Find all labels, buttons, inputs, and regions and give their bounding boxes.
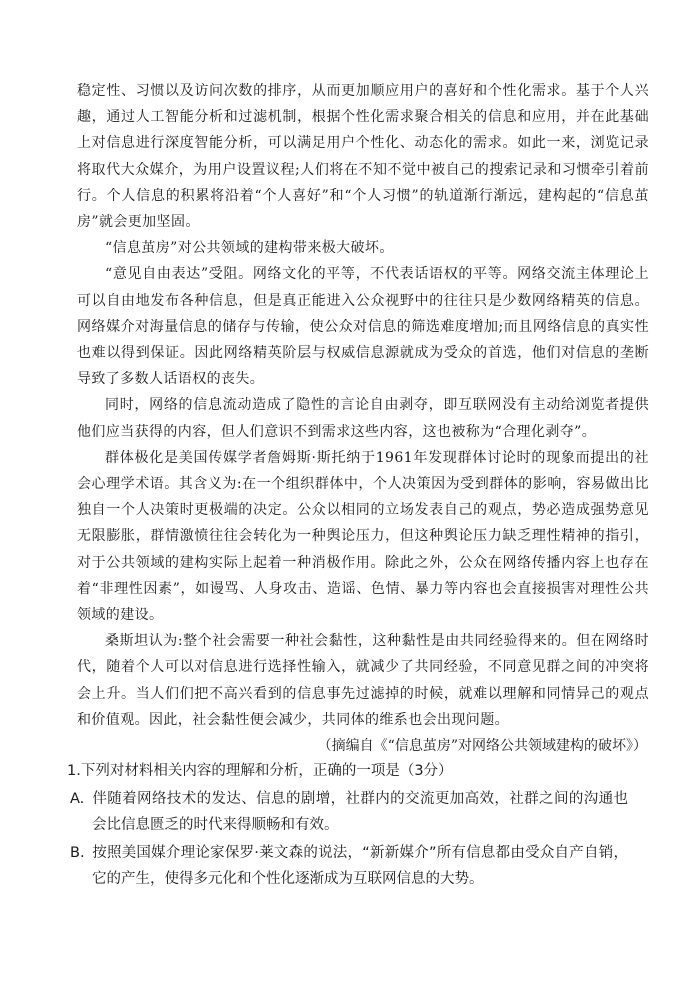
option-b-letter: B. [70, 845, 85, 862]
article-body [77, 78, 649, 759]
document-page [67, 78, 649, 892]
option-a-text: 伴随着网络技术的发达、信息的剧增，社群内的交流更加高效，社群之间的沟通也会比信息匮乏的时代来得顺畅和有效。 [92, 791, 628, 833]
paragraph-5: 群体极化是美国传媒学者詹姆斯·斯托纳于1961年发现群体讨论时的现象而提出的社会心理学术语。其含义为:在一个组织群体中，个人决策因为受到群体的影响，容易做出比独自一个人决策时更极端的决定。公众以相同的立场发表自己的观点，势必造成强势意见无限膨胀，群情激愤往往会转化为一种舆论压力，但这种舆论压力缺乏理性精神的指引，对于公共领域的建构实际上起着一种消极作用。除此之外，公众在网络传播内容上也存在着“非理性因素”，如谩骂、人身攻击、造谣、色情、暴力等内容也会直接损害对理性公共领域的建设。 [77, 449, 649, 624]
option-b[interactable] [56, 841, 628, 892]
paragraph-3: “意见自由表达”受阻。网络文化的平等，不代表话语权的平等。网络交流主体理论上可以自由地发布各种信息，但是真正能进入公众视野中的往往只是少数网络精英的信息。网络媒介对海量信息的储存与传输，使公众对信息的筛选难度增加;而且网络信息的真实性也难以得到保证。因此网络精英阶层与权威信息源就成为受众的首选，他们对信息的垄断导致了多数人话语权的丧失。 [77, 266, 649, 388]
question-block [67, 759, 649, 892]
option-a[interactable] [56, 787, 628, 838]
question-stem: 1.下列对材料相关内容的理解和分析，正确的一项是（3分） [67, 763, 453, 780]
source-citation: （摘编自《“信息茧房”对网络公共领域建构的破坏》） [317, 738, 647, 755]
paragraph-4: 同时，网络的信息流动造成了隐性的言论自由剥夺，即互联网没有主动给浏览者提供他们应当获得的内容，但人们意识不到需求这些内容，这也被称为“合理化剥夺”。 [77, 397, 649, 440]
option-a-letter: A. [70, 791, 85, 808]
paragraph-2: “信息茧房”对公共领域的建构带来极大破坏。 [105, 240, 394, 257]
paragraph-1: 稳定性、习惯以及访问次数的排序，从而更加顺应用户的喜好和个性化需求。基于个人兴趣，通过人工智能分析和过滤机制，根据个性化需求聚合相关的信息和应用，并在此基础上对信息进行深度智能分析，可以满足用户个性化、动态化的需求。如此一来，浏览记录将取代大众媒介，为用户设置议程;人们将在不知不觉中被自己的搜索记录和习惯牵引着前行。个人信息的积累将沿着“个人喜好”和“个人习惯”的轨道渐行渐远，建构起的“信息茧房”就会更加坚固。 [77, 83, 649, 231]
option-b-text: 按照美国媒介理论家保罗·莱文森的说法，“新新媒介”所有信息都由受众自产自销，它的产生，使得多元化和个性化逐渐成为互联网信息的大势。 [92, 845, 628, 887]
paragraph-6: 桑斯坦认为:整个社会需要一种社会黏性，这种黏性是由共同经验得来的。但在网络时代，随着个人可以对信息进行选择性输入，就减少了共同经验，不同意见群之间的冲突将会上升。当人们们把不高兴看到的信息事先过滤掉的时候，就难以理解和同情异己的观点和价值观。因此，社会黏性便会减少，共同体的维系也会出现问题。 [77, 633, 649, 728]
